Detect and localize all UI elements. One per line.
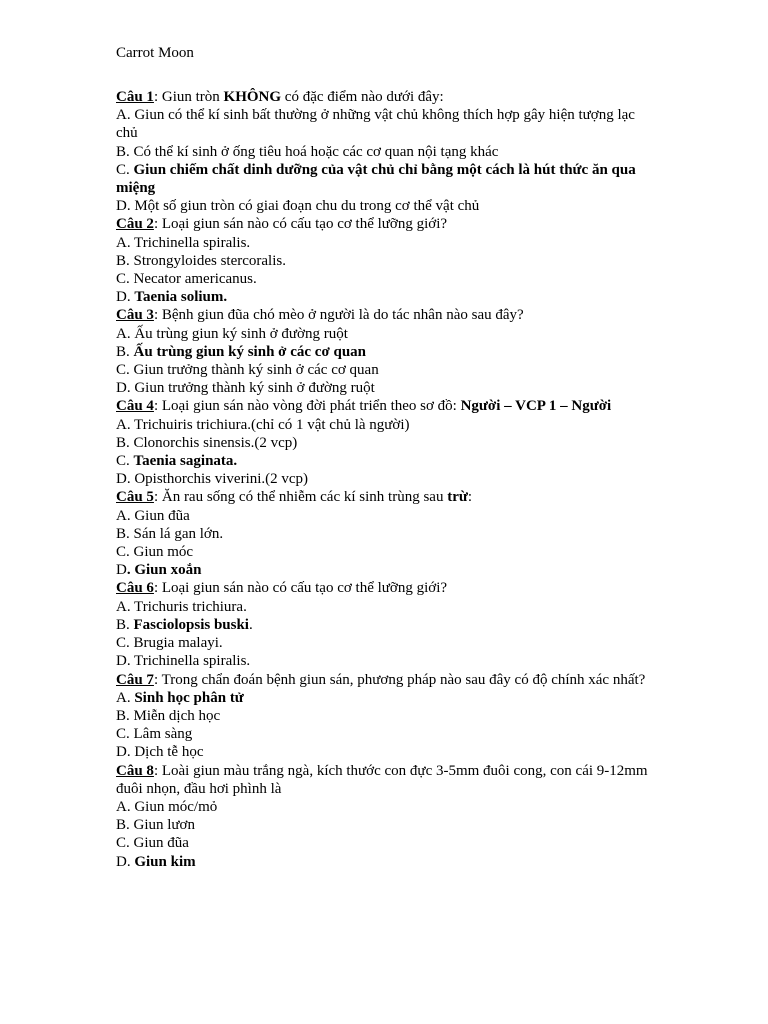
question-label: Câu 5 (116, 489, 154, 506)
question-block (116, 88, 656, 215)
answer-option (116, 507, 656, 525)
question-block (116, 579, 656, 670)
text-run: C. Giun đũa (116, 835, 189, 852)
answer-option (116, 343, 656, 361)
bold-text-run: . Giun xoắn (126, 562, 202, 579)
text-run: D. (116, 289, 135, 306)
question-list (116, 88, 656, 871)
question-block (116, 306, 656, 397)
text-run: C. Giun trưởng thành ký sinh ở các cơ quan (116, 362, 379, 379)
answer-option (116, 416, 656, 434)
answer-option (116, 234, 656, 252)
bold-text-run: Taenia solium. (134, 289, 228, 306)
question-stem (116, 215, 656, 233)
answer-option (116, 743, 656, 761)
text-run: D. Dịch tễ học (116, 744, 204, 761)
answer-option (116, 725, 656, 743)
text-run: D. Trichinella spiralis. (116, 653, 251, 670)
text-run: . (248, 616, 253, 633)
text-run: D (116, 562, 127, 579)
answer-option (116, 325, 656, 343)
answer-option (116, 853, 656, 871)
question-label: Câu 2 (116, 216, 154, 233)
answer-option (116, 561, 656, 579)
answer-option (116, 106, 656, 142)
answer-option (116, 252, 656, 270)
text-run: B. Sán lá gan lớn. (116, 525, 224, 542)
question-stem (116, 306, 656, 324)
text-run: B. Clonorchis sinensis.(2 vcp) (116, 434, 298, 451)
text-run: C. (116, 453, 134, 470)
question-block (116, 397, 656, 488)
question-block (116, 671, 656, 762)
question-label: Câu 6 (116, 580, 154, 597)
text-run: D. Một số giun tròn có giai đoạn chu du trong cơ thể vật chủ (116, 198, 480, 215)
answer-option (116, 652, 656, 670)
text-run: B. Miễn dịch học (116, 707, 221, 724)
text-run: : Giun tròn (153, 89, 224, 105)
text-run: : Loại giun sán nào có cấu tạo cơ thể lưỡng giới? (153, 580, 448, 597)
question-stem (116, 397, 656, 415)
question-stem (116, 579, 656, 597)
bold-text-run: trừ (447, 489, 468, 506)
text-run: C. Brugia malayi. (116, 635, 223, 652)
text-run: C. Giun móc (116, 544, 194, 561)
text-run: A. Trichuiris trichiura.(chỉ có 1 vật chủ là người) (116, 416, 410, 433)
answer-option (116, 616, 656, 634)
text-run: B. Strongyloides stercoralis. (116, 252, 286, 269)
answer-option (116, 143, 656, 161)
text-run: : Loại giun sán nào có cấu tạo cơ thể lưỡng giới? (153, 216, 448, 233)
answer-option (116, 197, 656, 215)
answer-option (116, 434, 656, 452)
text-run: : Trong chẩn đoán bệnh giun sán, phương pháp nào sau đây có độ chính xác nhất? (153, 671, 646, 688)
question-block (116, 215, 656, 306)
question-label: Câu 8 (116, 762, 154, 779)
text-run: A. Trichuris trichiura. (116, 598, 247, 615)
answer-option (116, 543, 656, 561)
text-run: A. (116, 689, 135, 706)
text-run: B. Có thể kí sinh ở ống tiêu hoá hoặc các cơ quan nội tạng khác (116, 143, 499, 160)
answer-option (116, 288, 656, 306)
answer-option (116, 798, 656, 816)
answer-option (116, 816, 656, 834)
bold-text-run: Ấu trùng giun ký sinh ở các cơ quan (133, 343, 367, 360)
text-run: B. Giun lươn (116, 817, 195, 834)
question-stem (116, 488, 656, 506)
answer-option (116, 689, 656, 707)
text-run: B. (116, 343, 134, 360)
bold-text-run: Sinh học phân tử (134, 689, 244, 706)
text-run: A. Ấu trùng giun ký sinh ở đường ruột (116, 325, 348, 342)
question-label: Câu 4 (116, 398, 154, 415)
answer-option (116, 161, 656, 197)
bold-text-run: Giun chiếm chất dinh dưỡng của vật chủ chỉ bằng một cách là hút thức ăn qua miệng (116, 161, 636, 197)
text-run: : Loại giun sán nào vòng đời phát triển theo sơ đồ: (153, 398, 461, 415)
answer-option (116, 525, 656, 543)
bold-text-run: Giun kim (134, 853, 196, 870)
text-run: : Ăn rau sống có thể nhiễm các kí sinh trùng sau (153, 489, 448, 506)
text-run: C. (116, 161, 134, 178)
question-label: Câu 7 (116, 671, 154, 688)
answer-option (116, 270, 656, 288)
text-run: A. Giun có thể kí sinh bất thường ở những vật chủ không thích hợp gây hiện tượng lạc chủ (116, 107, 635, 142)
bold-text-run: Taenia saginata. (133, 453, 238, 470)
answer-option (116, 452, 656, 470)
question-block (116, 488, 656, 579)
text-run: : Loài giun màu trắng ngà, kích thước con đực 3-5mm đuôi cong, con cái 9-12mm đuôi nhọn, đầu hơi phình là (116, 762, 648, 797)
question-stem (116, 762, 656, 798)
text-run: D. (116, 853, 135, 870)
text-run: A. Giun móc/mỏ (116, 798, 218, 815)
answer-option (116, 470, 656, 488)
text-run: : Bệnh giun đũa chó mèo ở người là do tác nhân nào sau đây? (153, 307, 524, 324)
text-run: B. (116, 616, 134, 633)
text-run: : (467, 489, 473, 506)
answer-option (116, 598, 656, 616)
text-run: D. Opisthorchis viverini.(2 vcp) (116, 471, 309, 488)
answer-option (116, 361, 656, 379)
question-stem (116, 671, 656, 689)
question-stem (116, 88, 656, 106)
text-run: A. Trichinella spiralis. (116, 234, 251, 251)
question-block (116, 762, 656, 871)
bold-text-run: KHÔNG (223, 89, 282, 105)
answer-option (116, 379, 656, 397)
text-run: có đặc điểm nào dưới đây: (281, 89, 444, 105)
question-label: Câu 3 (116, 307, 154, 324)
answer-option (116, 634, 656, 652)
bold-text-run: Người – VCP 1 – Người (460, 398, 612, 415)
answer-option (116, 707, 656, 725)
page-header: Carrot Moon (116, 45, 194, 61)
text-run: A. Giun đũa (116, 507, 190, 524)
question-label: Câu 1 (116, 89, 154, 105)
answer-option (116, 834, 656, 852)
text-run: C. Lâm sàng (116, 726, 193, 743)
text-run: D. Giun trưởng thành ký sinh ở đường ruột (116, 380, 375, 397)
text-run: C. Necator americanus. (116, 271, 257, 288)
bold-text-run: Fasciolopsis buski (133, 616, 249, 633)
